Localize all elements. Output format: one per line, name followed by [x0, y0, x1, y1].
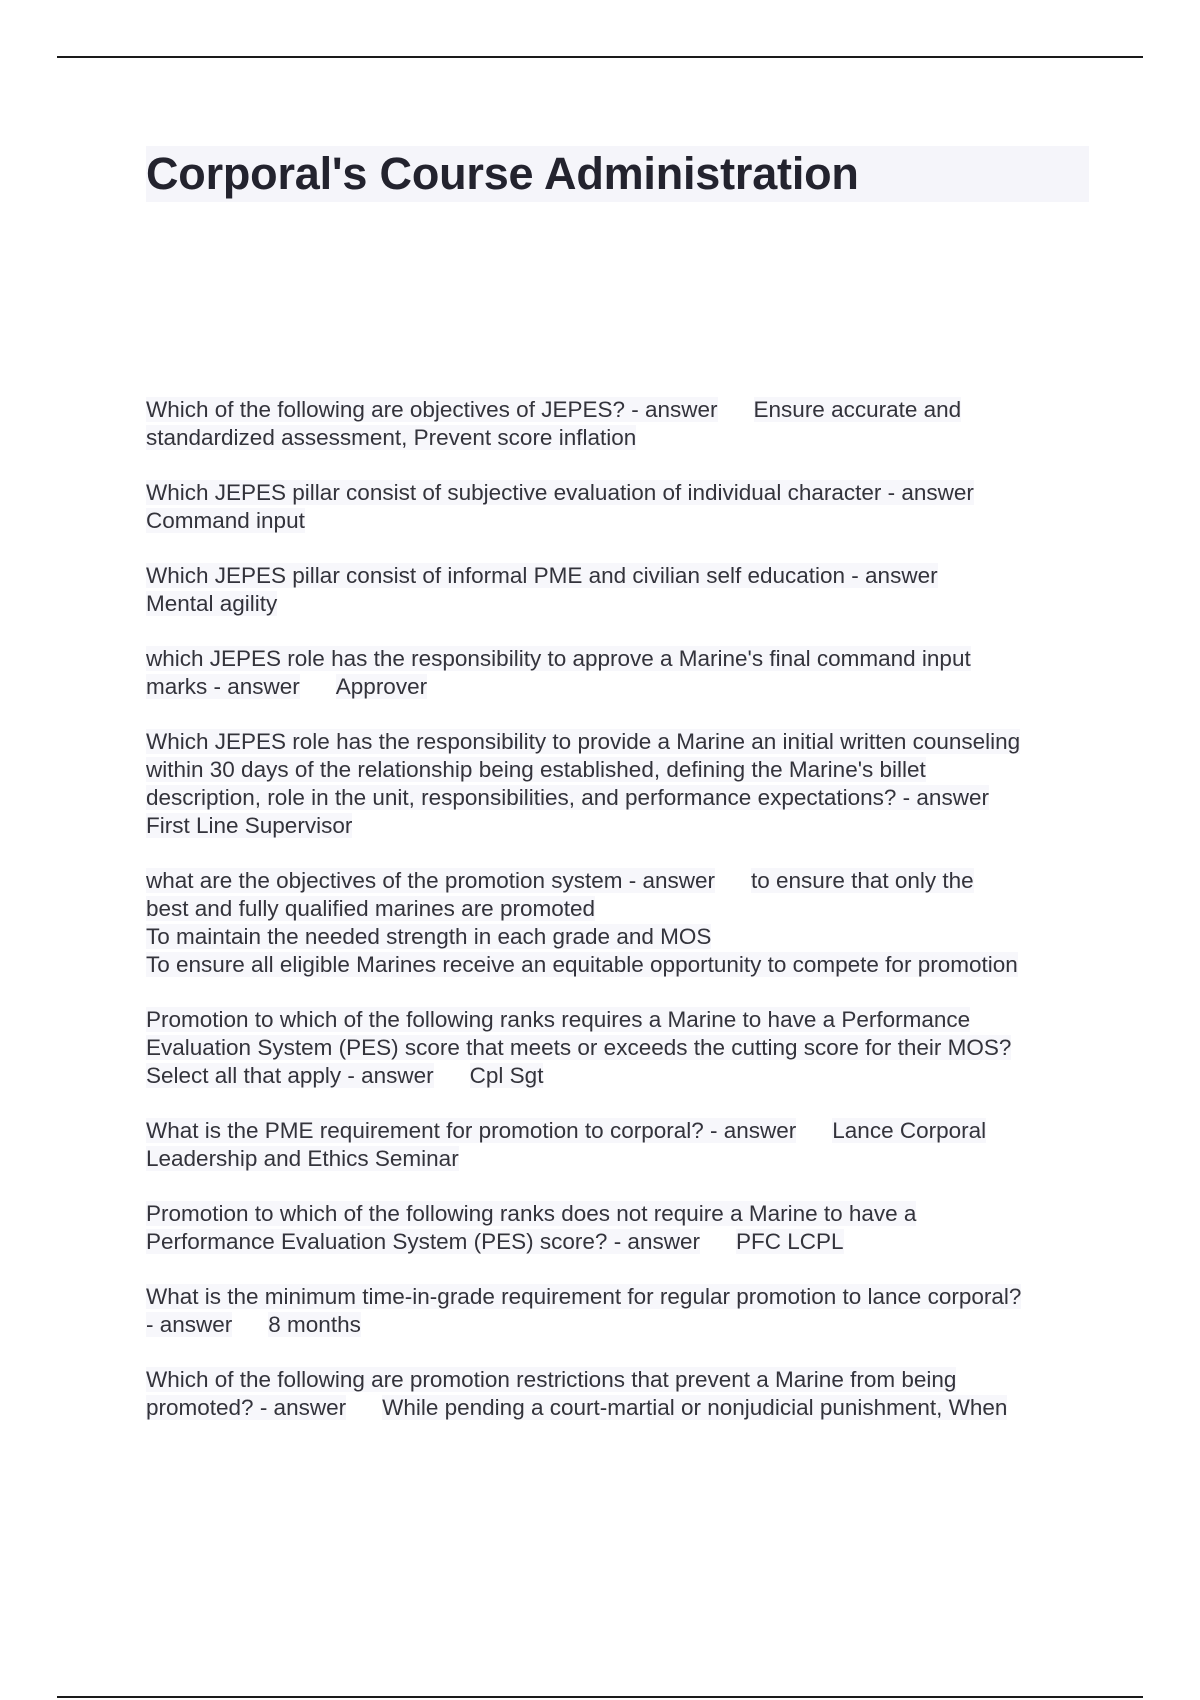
qa-text: To maintain the needed strength in each grade and MOS — [146, 924, 712, 949]
qa-item — [146, 479, 1096, 535]
qa-text: To ensure all eligible Marines receive an equitable opportunity to compete for promotion — [146, 952, 1018, 977]
qa-text: Performance Evaluation System (PES) score? - answer — [146, 1229, 700, 1254]
qa-line — [146, 895, 1096, 923]
header-rule — [57, 56, 1143, 58]
qa-line — [146, 507, 1096, 535]
qa-text: What is the PME requirement for promotion to corporal? - answer — [146, 1118, 797, 1143]
qa-line — [146, 1062, 1096, 1090]
answer-text: PFC LCPL — [735, 1229, 844, 1254]
footer-rule — [57, 1696, 1143, 1698]
qa-line — [146, 424, 1096, 452]
qa-line — [146, 1394, 1096, 1422]
answer-text: Approver — [335, 674, 428, 699]
qa-text: Evaluation System (PES) score that meets or exceeds the cutting score for their MOS? — [146, 1035, 1012, 1060]
qa-list — [146, 396, 1096, 1449]
qa-item — [146, 1117, 1096, 1173]
qa-text: Which JEPES role has the responsibility to provide a Marine an initial written counseling — [146, 729, 1021, 754]
qa-line — [146, 479, 1096, 507]
qa-line — [146, 951, 1096, 979]
qa-line — [146, 590, 1096, 618]
answer-text: Lance Corporal — [832, 1118, 987, 1143]
qa-line — [146, 1228, 1096, 1256]
qa-text: description, role in the unit, responsibilities, and performance expectations? - answer — [146, 785, 989, 810]
qa-line — [146, 1283, 1096, 1311]
document-title: Corporal's Course Administration — [146, 148, 859, 199]
qa-text: best and fully qualified marines are promoted — [146, 896, 596, 921]
qa-text: within 30 days of the relationship being established, defining the Marine's billet — [146, 757, 926, 782]
qa-line — [146, 1006, 1096, 1034]
qa-text: standardized assessment, Prevent score inflation — [146, 425, 637, 450]
qa-line — [146, 923, 1096, 951]
qa-line — [146, 1034, 1096, 1062]
qa-text: which JEPES role has the responsibility to approve a Marine's final command input — [146, 646, 971, 671]
qa-text: Mental agility — [146, 591, 278, 616]
qa-text: Which of the following are promotion restrictions that prevent a Marine from being — [146, 1367, 957, 1392]
qa-text: marks - answer — [146, 674, 300, 699]
qa-line — [146, 728, 1096, 756]
qa-line — [146, 1366, 1096, 1394]
qa-line — [146, 673, 1096, 701]
qa-line — [146, 812, 1096, 840]
qa-text: Promotion to which of the following ranks does not require a Marine to have a — [146, 1201, 917, 1226]
qa-line — [146, 396, 1096, 424]
qa-line — [146, 1117, 1096, 1145]
answer-text: 8 months — [268, 1312, 361, 1337]
qa-line — [146, 1311, 1096, 1339]
qa-text: - answer — [146, 1312, 233, 1337]
qa-text: Which JEPES pillar consist of informal PME and civilian self education - answer — [146, 563, 938, 588]
qa-text: Select all that apply - answer — [146, 1063, 434, 1088]
qa-item — [146, 1006, 1096, 1090]
answer-text: Cpl Sgt — [469, 1063, 544, 1088]
qa-item — [146, 1283, 1096, 1339]
answer-text: to ensure that only the — [751, 868, 974, 893]
qa-text: Which JEPES pillar consist of subjective evaluation of individual character - answer — [146, 480, 974, 505]
qa-text: First Line Supervisor — [146, 813, 353, 838]
qa-line — [146, 645, 1096, 673]
qa-item — [146, 867, 1096, 979]
qa-text: Command input — [146, 508, 305, 533]
qa-text: Promotion to which of the following ranks requires a Marine to have a Performance — [146, 1007, 971, 1032]
qa-text: What is the minimum time-in-grade requirement for regular promotion to lance corporal? — [146, 1284, 1022, 1309]
qa-line — [146, 784, 1096, 812]
qa-item — [146, 1200, 1096, 1256]
qa-line — [146, 562, 1096, 590]
qa-item — [146, 396, 1096, 452]
qa-item — [146, 1366, 1096, 1422]
qa-line — [146, 1145, 1096, 1173]
answer-text: While pending a court-martial or nonjudicial punishment, When — [382, 1395, 1008, 1420]
qa-text: what are the objectives of the promotion system - answer — [146, 868, 716, 893]
qa-line — [146, 1200, 1096, 1228]
qa-line — [146, 867, 1096, 895]
qa-item — [146, 645, 1096, 701]
qa-item — [146, 562, 1096, 618]
answer-text: Ensure accurate and — [753, 397, 962, 422]
qa-text: promoted? - answer — [146, 1395, 347, 1420]
qa-text: Leadership and Ethics Seminar — [146, 1146, 459, 1171]
qa-line — [146, 756, 1096, 784]
qa-item — [146, 728, 1096, 840]
qa-text: Which of the following are objectives of JEPES? - answer — [146, 397, 718, 422]
